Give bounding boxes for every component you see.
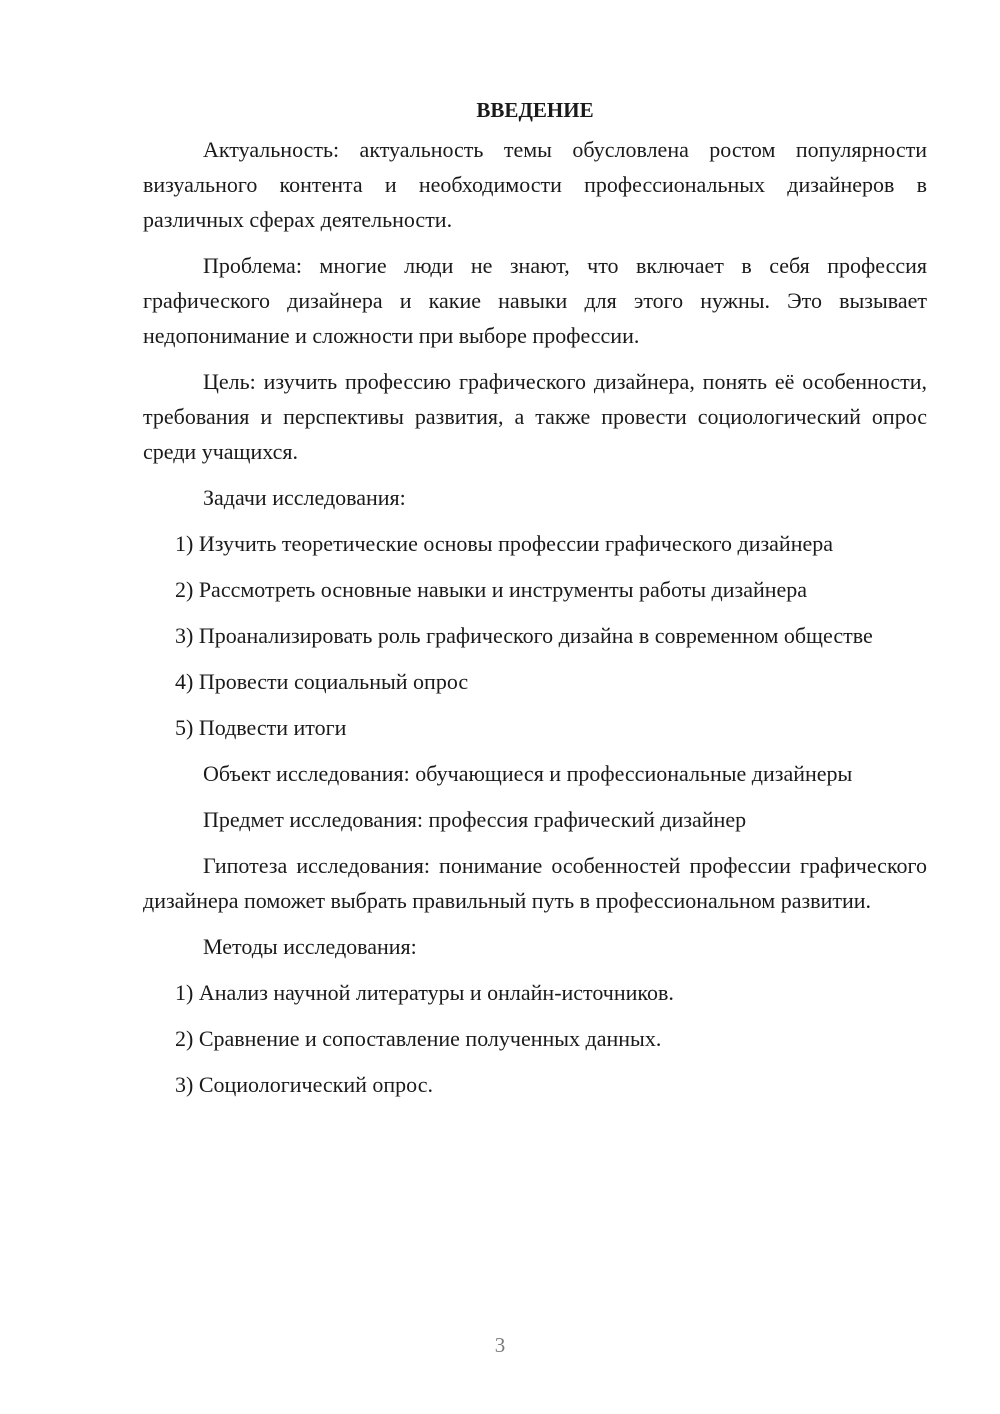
hypothesis-paragraph: Гипотеза исследования: понимание особенностей профессии графического дизайнера поможет выбрать правильный путь в профессиональном развитии. [143, 853, 927, 913]
document-page [143, 92, 927, 1113]
page-number: 3 [494, 1333, 506, 1357]
problem-paragraph: Проблема: многие люди не знают, что включает в себя профессия графического дизайнера и какие навыки для этого нужны. Это вызывает недопонимание и сложности при выборе профессии. [143, 253, 927, 348]
section-title: ВВЕДЕНИЕ [476, 98, 594, 122]
task-item: 4) Провести социальный опрос [175, 669, 469, 694]
tasks-heading: Задачи исследования: [203, 485, 406, 510]
task-item: 1) Изучить теоретические основы профессии графического дизайнера [175, 531, 834, 556]
object-paragraph: Объект исследования: обучающиеся и профессиональные дизайнеры [203, 761, 853, 786]
method-item: 1) Анализ научной литературы и онлайн-источников. [175, 980, 674, 1005]
method-item: 2) Сравнение и сопоставление полученных данных. [175, 1026, 662, 1051]
subject-paragraph: Предмет исследования: профессия графический дизайнер [203, 807, 747, 832]
task-item: 3) Проанализировать роль графического дизайна в современном обществе [175, 623, 873, 648]
task-item: 5) Подвести итоги [175, 715, 347, 740]
methods-heading: Методы исследования: [203, 934, 417, 959]
method-item: 3) Социологический опрос. [175, 1072, 433, 1097]
goal-paragraph: Цель: изучить профессию графического дизайнера, понять её особенности, требования и перспективы развития, а также провести социологический опрос среди учащихся. [143, 369, 927, 464]
relevance-paragraph: Актуальность: актуальность темы обусловлена ростом популярности визуального контента и необходимости профессиональных дизайнеров в различных сферах деятельности. [143, 137, 927, 232]
task-item: 2) Рассмотреть основные навыки и инструменты работы дизайнера [175, 577, 808, 602]
